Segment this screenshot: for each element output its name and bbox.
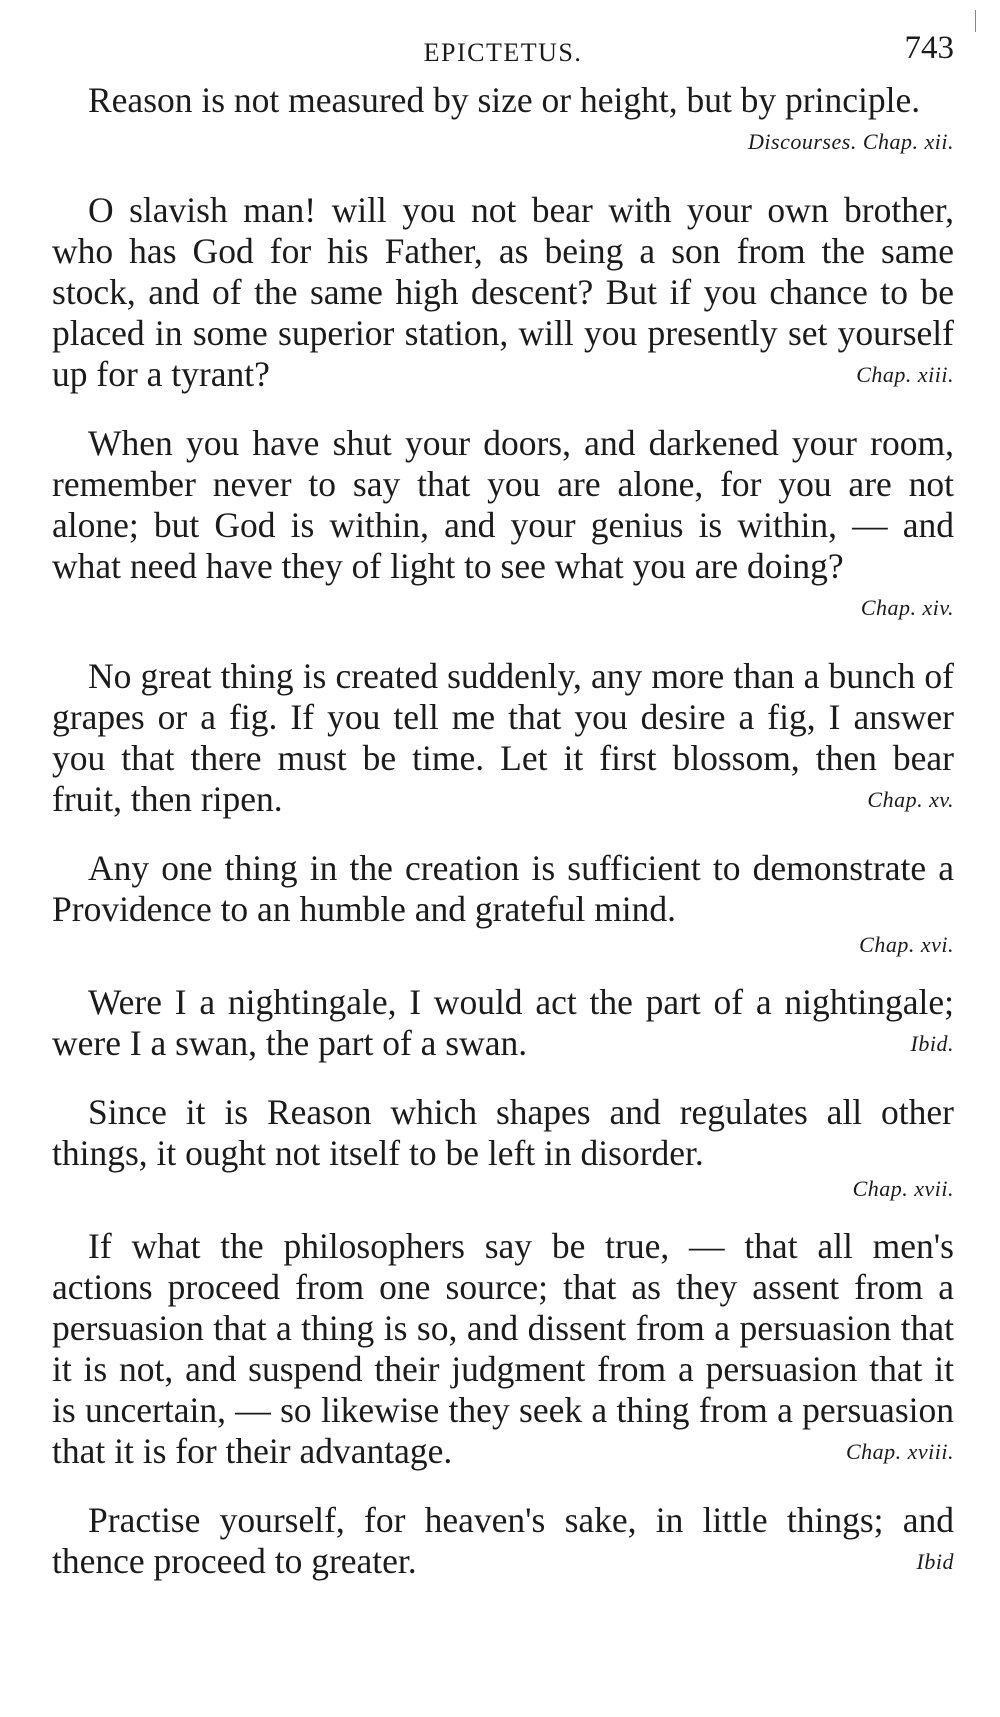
quote-3 [52, 423, 954, 628]
quote-text: Were I a nightingale, I would act the part of a nightingale; were I a swan, the part of a swan. [52, 982, 954, 1063]
quote-text: Reason is not measured by size or height, but by principle. [88, 80, 921, 120]
quote-source: Discourses. Chap. xii. [748, 129, 954, 154]
quote-source: Chap. xiii. [856, 362, 954, 387]
page-edge-mark [975, 10, 976, 32]
quote-source: Chap. xvi. [859, 932, 954, 957]
running-title: EPICTETUS. [423, 38, 583, 67]
quote-text: When you have shut your doors, and darkened your room, remember never to say that you are alone, for you are not alone; but God is within, and your genius is within, — and what need have they of light to see what you are doing? [52, 423, 954, 586]
quote-2 [52, 190, 954, 395]
quote-text: Practise yourself, for heaven's sake, in little things; and thence proceed to greater. [52, 1500, 954, 1581]
quote-text: Since it is Reason which shapes and regulates all other things, it ought not itself to be left in disorder. [52, 1092, 954, 1173]
running-head [52, 28, 954, 80]
quote-4 [52, 656, 954, 820]
quote-source: Ibid [916, 1549, 954, 1574]
quote-1 [52, 80, 954, 162]
quote-source: Chap. xiv. [860, 595, 954, 620]
quote-text: Any one thing in the creation is sufficient to demonstrate a Providence to an humble and grateful mind. [52, 848, 954, 929]
quote-text: If what the philosophers say be true, — that all men's actions proceed from one source; that as they assent from a persuasion that a thing is so, and dissent from a persuasion that it is not, and suspend their judgment from a persuasion that it is uncertain, — so likewise they seek a thing from a persuasion that it is for their advantage. [52, 1226, 954, 1471]
quote-8 [52, 1226, 954, 1472]
quote-5 [52, 848, 954, 960]
quote-7 [52, 1092, 954, 1204]
quote-9 [52, 1500, 954, 1582]
quote-text: O slavish man! will you not bear with your own brother, who has God for his Father, as being a son from the same stock, and of the same high descent? But if you chance to be placed in some superior station, will you presently set yourself up for a tyrant? [52, 190, 954, 394]
book-page [52, 28, 954, 1610]
quote-6 [52, 982, 954, 1064]
page-number: 743 [904, 30, 954, 66]
quote-source: Chap. xviii. [845, 1439, 954, 1464]
quote-text: No great thing is created suddenly, any more than a bunch of grapes or a fig. If you tell me that you desire a fig, I answer you that there must be time. Let it first blossom, then bear fruit, then ripen. [52, 656, 954, 819]
quote-source: Ibid. [910, 1031, 954, 1056]
quote-source: Chap. xv. [867, 787, 954, 812]
quote-source: Chap. xvii. [852, 1176, 954, 1201]
